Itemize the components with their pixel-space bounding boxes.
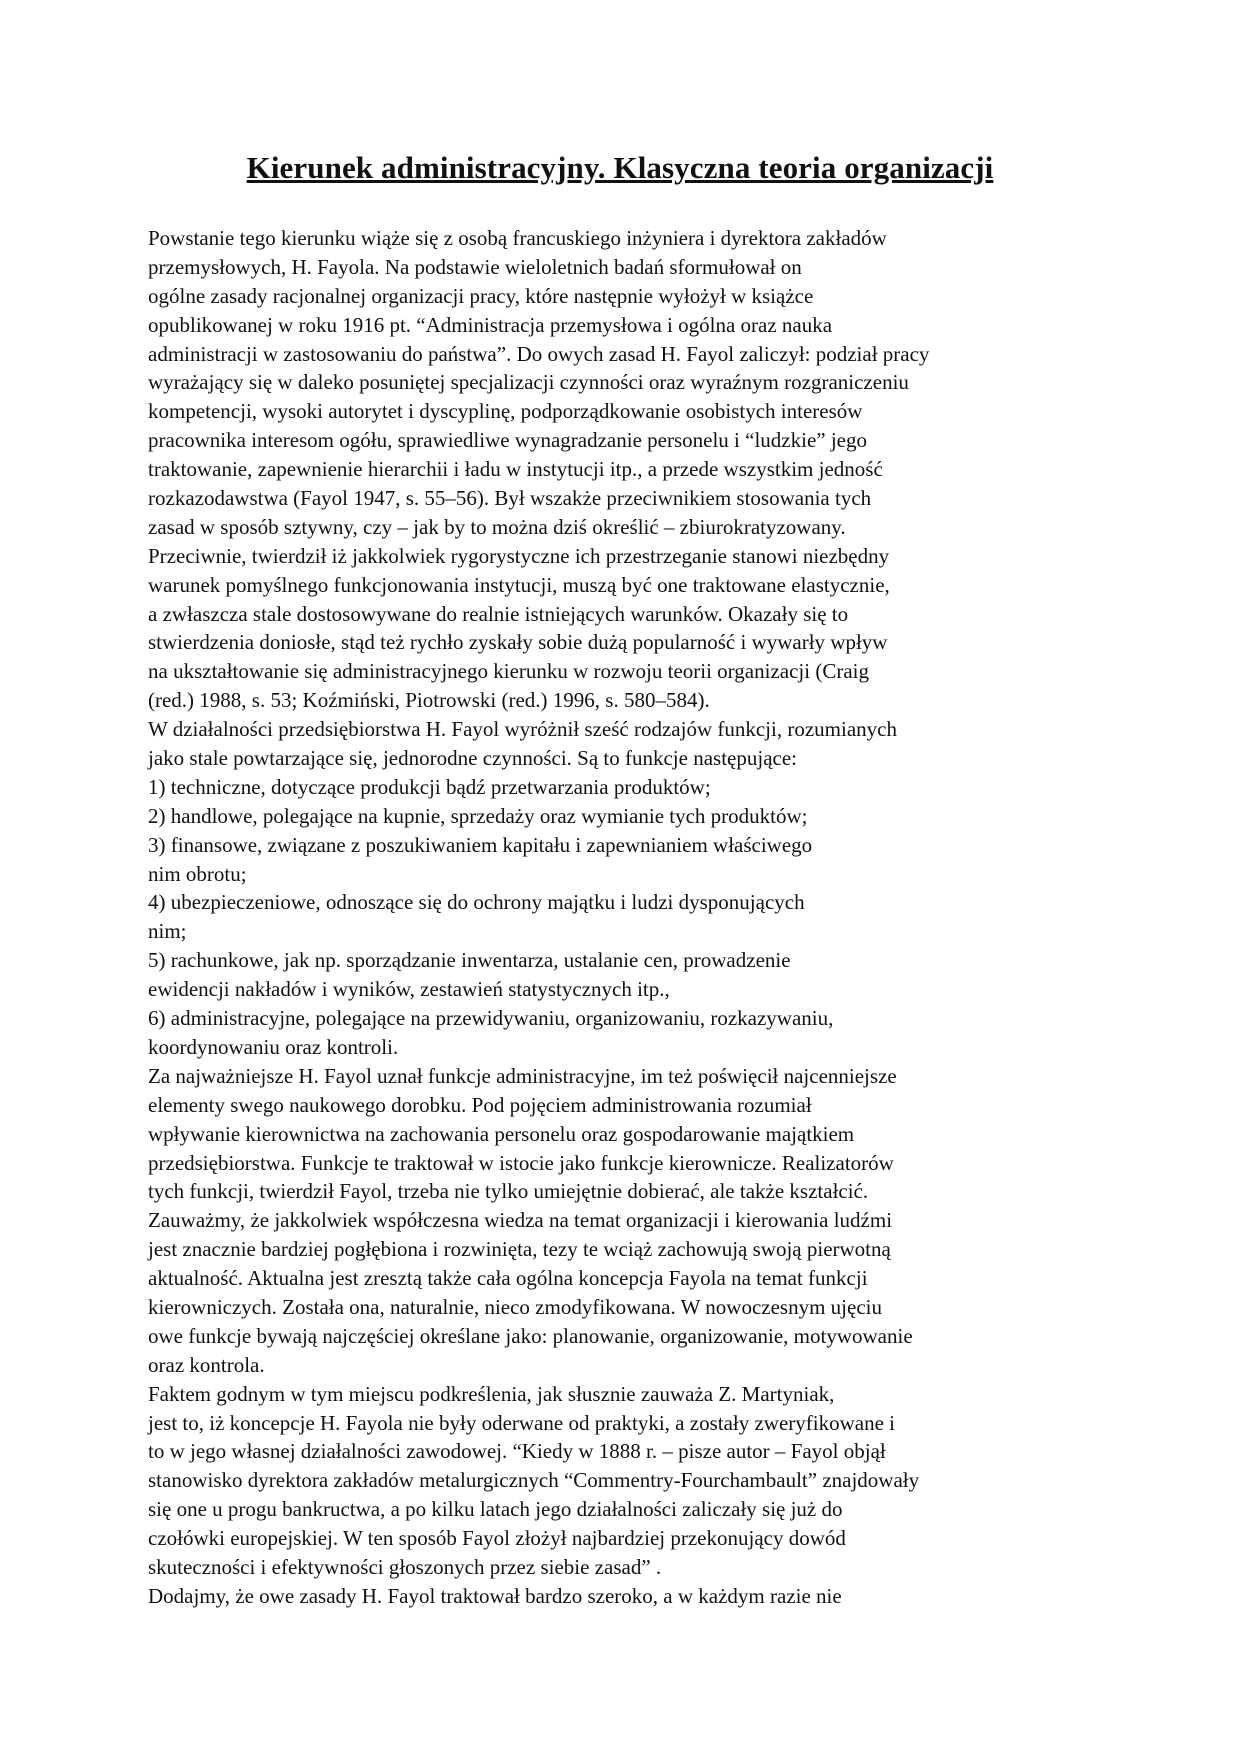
text-line: aktualność. Aktualna jest zresztą także cała ogólna koncepcja Fayola na temat funkcji [148, 1266, 868, 1291]
text-line: Za najważniejsze H. Fayol uznał funkcje administracyjne, im też poświęcił najcenniejsze [148, 1063, 897, 1088]
text-line: tych funkcji, twierdził Fayol, trzeba nie tylko umiejętnie dobierać, ale także kształcić. [148, 1179, 869, 1204]
text-line: a zwłaszcza stale dostosowywane do realnie istniejących warunków. Okazały się to [148, 601, 849, 626]
text-line: 1) techniczne, dotyczące produkcji bądź przetwarzania produktów; [148, 774, 711, 799]
text-line: stanowisko dyrektora zakładów metalurgicznych “Commentry-Fourchambault” znajdowały [148, 1468, 920, 1493]
text-line: ogólne zasady racjonalnej organizacji pracy, które następnie wyłożył w książce [148, 283, 814, 308]
text-line: to w jego własnej działalności zawodowej. “Kiedy w 1888 r. – pisze autor – Fayol objął [148, 1439, 886, 1464]
document-body [148, 224, 1088, 1611]
text-line: opublikowanej w roku 1916 pt. “Administracja przemysłowa i ogólna oraz nauka [148, 312, 833, 337]
text-line: jest znacznie bardziej pogłębiona i rozwinięta, tezy te wciąż zachowują swoją pierwotną [148, 1237, 891, 1262]
text-line: W działalności przedsiębiorstwa H. Fayol wyróżnił sześć rodzajów funkcji, rozumianych [148, 717, 897, 742]
text-line: Powstanie tego kierunku wiąże się z osobą francuskiego inżyniera i dyrektora zakładów [148, 226, 887, 250]
text-line: jest to, iż koncepcje H. Fayola nie były oderwane od praktyki, a zostały zweryfikowane i [148, 1410, 896, 1435]
text-line: wyrażający się w daleko posuniętej specjalizacji czynności oraz wyraźnym rozgraniczeniu [148, 370, 909, 395]
text-line: się one u progu bankructwa, a po kilku latach jego działalności zaliczały się już do [148, 1497, 843, 1522]
text-line: 3) finansowe, związane z poszukiwaniem kapitału i zapewnianiem właściwego [148, 832, 813, 857]
text-line: pracownika interesom ogółu, sprawiedliwe wynagradzanie personelu i “ludzkie” jego [148, 428, 867, 453]
text-line: jako stale powtarzające się, jednorodne czynności. Są to funkcje następujące: [148, 746, 797, 771]
text-line: oraz kontrola. [148, 1352, 265, 1377]
text-line: traktowanie, zapewnienie hierarchii i ładu w instytucji itp., a przede wszystkim jedność [148, 457, 883, 482]
text-line: 2) handlowe, polegające na kupnie, sprzedaży oraz wymianie tych produktów; [148, 803, 808, 828]
text-line: Faktem godnym w tym miejscu podkreślenia, jak słusznie zauważa Z. Martyniak, [148, 1381, 835, 1406]
document-title: Kierunek administracyjny. Klasyczna teoria organizacji [246, 150, 994, 185]
text-line: nim; [148, 919, 187, 944]
text-line: elementy swego naukowego dorobku. Pod pojęciem administrowania rozumiał [148, 1092, 812, 1117]
text-line: kierowniczych. Została ona, naturalnie, nieco zmodyfikowana. W nowoczesnym ujęciu [148, 1294, 882, 1319]
text-line: Przeciwnie, twierdził iż jakkolwiek rygorystyczne ich przestrzeganie stanowi niezbędny [148, 543, 890, 568]
text-line: stwierdzenia doniosłe, stąd też rychło zyskały sobie dużą popularność i wywarły wpływ [148, 630, 888, 655]
text-line: skuteczności i efektywności głoszonych przez siebie zasad” . [148, 1554, 662, 1579]
text-line: przemysłowych, H. Fayola. Na podstawie wieloletnich badań sformułował on [148, 254, 802, 279]
text-line: 5) rachunkowe, jak np. sporządzanie inwentarza, ustalanie cen, prowadzenie [148, 948, 791, 973]
text-line: owe funkcje bywają najczęściej określane jako: planowanie, organizowanie, motywowanie [148, 1323, 913, 1348]
text-line: rozkazodawstwa (Fayol 1947, s. 55–56). Był wszakże przeciwnikiem stosowania tych [148, 486, 872, 511]
text-line: warunek pomyślnego funkcjonowania instytucji, muszą być one traktowane elastycznie, [148, 572, 890, 597]
text-line: Dodajmy, że owe zasady H. Fayol traktował bardzo szeroko, a w każdym razie nie [148, 1583, 842, 1608]
text-line: Zauważmy, że jakkolwiek współczesna wiedza na temat organizacji i kierowania ludźmi [148, 1208, 893, 1233]
text-line: nim obrotu; [148, 861, 247, 886]
text-line: ewidencji nakładów i wyników, zestawień statystycznych itp., [148, 977, 670, 1002]
text-line: wpływanie kierownictwa na zachowania personelu oraz gospodarowanie majątkiem [148, 1121, 855, 1146]
text-line: koordynowaniu oraz kontroli. [148, 1034, 399, 1059]
text-line: przedsiębiorstwa. Funkcje te traktował w istocie jako funkcje kierownicze. Realizatorów [148, 1150, 894, 1175]
text-line: (red.) 1988, s. 53; Koźmiński, Piotrowski (red.) 1996, s. 580–584). [148, 688, 710, 713]
text-line: czołówki europejskiej. W ten sposób Fayol złożył najbardziej przekonujący dowód [148, 1526, 846, 1551]
text-line: kompetencji, wysoki autorytet i dyscyplinę, podporządkowanie osobistych interesów [148, 399, 863, 424]
text-line: 4) ubezpieczeniowe, odnoszące się do ochrony majątku i ludzi dysponujących [148, 890, 805, 915]
text-line: na ukształtowanie się administracyjnego kierunku w rozwoju teorii organizacji (Craig [148, 659, 869, 684]
text-line: zasad w sposób sztywny, czy – jak by to można dziś określić – zbiurokratyzowany. [148, 514, 846, 539]
text-line: administracji w zastosowaniu do państwa”. Do owych zasad H. Fayol zaliczył: podział pracy [148, 341, 930, 366]
text-line: 6) administracyjne, polegające na przewidywaniu, organizowaniu, rozkazywaniu, [148, 1006, 834, 1031]
